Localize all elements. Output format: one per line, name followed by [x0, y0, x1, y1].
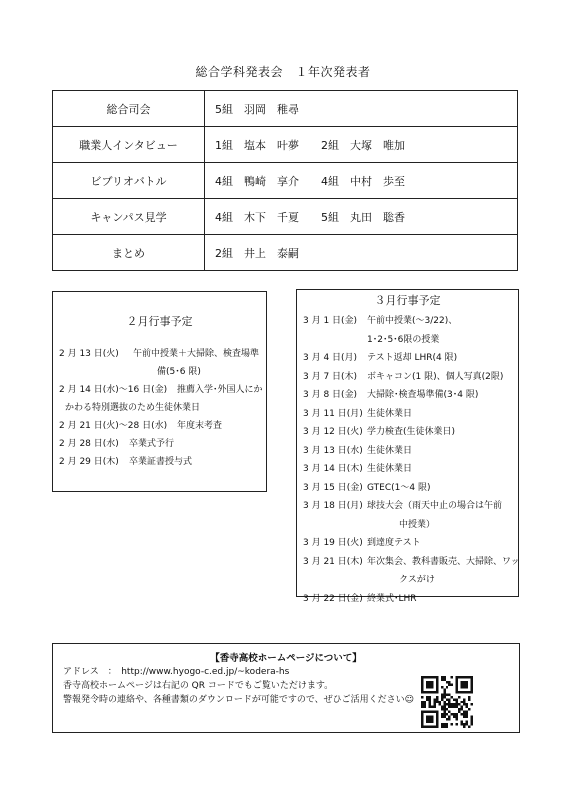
homepage-qr-note: 香寺高校ホームページは右記の QR コードでもご覧いただけます。 — [63, 681, 334, 691]
mar-event-date: 3 月 19 日(火) — [303, 538, 363, 548]
feb-event-text: 午前中授業＋大掃除、検査場準 — [133, 349, 260, 359]
mar-event-text: 球技大会（雨天中止の場合は午前 — [367, 501, 503, 511]
mar-event-continuation: クスがけ — [399, 575, 435, 585]
mar-event-date: 3 月 4 日(月) — [303, 353, 358, 363]
mar-event-date: 3 月 1 日(金) — [303, 316, 358, 326]
feb-event-continuation: 備(5･6 限) — [157, 367, 201, 377]
mar-event-date: 3 月 11 日(月) — [303, 408, 363, 419]
mar-event-continuation: 中授業） — [399, 519, 436, 530]
feb-event-date: 2 月 28 日(水) — [59, 439, 119, 449]
mar-event-text: 年次集会、教科書販売、大掃除、ワッ — [367, 556, 520, 567]
feb-event-date: 2 月 14 日(水)～16 日(金) — [59, 385, 168, 395]
february-schedule-box — [52, 291, 267, 492]
mar-event-text: 午前中授業(～3/22)、 — [367, 316, 458, 326]
mar-event-text: テスト返却 LHR(4 限) — [367, 353, 458, 363]
homepage-usage-note: 警報発令時の連絡や、各種書類のダウンロードが可能ですので、ぜひご活用ください☺ — [63, 695, 415, 705]
mar-event-continuation: 1･2･5･6限の授業 — [367, 334, 440, 345]
presenter-names: 2組 井上 泰嗣 — [205, 235, 518, 271]
mar-event-date: 3 月 15 日(金) — [303, 482, 363, 493]
qr-code-icon[interactable] — [421, 676, 473, 728]
presenter-role: ビブリオバトル — [53, 163, 205, 199]
march-schedule-box — [296, 289, 520, 604]
presenter-row — [53, 163, 518, 199]
page-title: 総合学科発表会 １年次発表者 — [195, 65, 371, 79]
mar-event-text: 学力検査(生徒休業日) — [367, 427, 456, 437]
presenters-table — [52, 90, 518, 271]
mar-event-text: ボキャコン(1 限)、個人写真(2限) — [367, 371, 504, 382]
mar-event-date: 3 月 14 日(木) — [303, 464, 363, 474]
feb-event-date: 2 月 29 日(木) — [59, 457, 119, 467]
presenter-role: キャンパス見学 — [53, 199, 205, 235]
feb-event-text: 卒業証書授与式 — [129, 457, 193, 467]
mar-event-date: 3 月 7 日(木) — [303, 371, 358, 382]
march-schedule-title: ３月行事予定 — [374, 294, 441, 307]
mar-event-date: 3 月 12 日(火) — [303, 427, 363, 437]
homepage-info-title: 【香寺高校ホームページについて】 — [210, 653, 362, 664]
mar-event-text: GTEC(1～4 限) — [367, 482, 431, 493]
mar-event-date: 3 月 21 日(木) — [303, 556, 363, 567]
presenter-row — [53, 127, 518, 163]
feb-event-text: 年度末考査 — [177, 421, 223, 431]
presenter-row — [53, 91, 518, 127]
feb-event-continuation: かわる特別選抜のため生徒休業日 — [65, 403, 201, 413]
mar-event-text: 終業式･LHR — [367, 593, 417, 604]
mar-event-date: 3 月 8 日(金) — [303, 390, 358, 400]
mar-event-text: 生徒休業日 — [367, 464, 413, 474]
mar-event-text: 生徒休業日 — [367, 408, 413, 419]
mar-event-date: 3 月 13 日(水) — [303, 445, 363, 456]
feb-event-text: 卒業式予行 — [129, 439, 175, 449]
presenter-row — [53, 199, 518, 235]
feb-event-text: 推薦入学･外国人にか — [177, 385, 263, 395]
presenter-row — [53, 235, 518, 271]
mar-event-text: 大掃除･検査場準備(3･4 限) — [367, 390, 479, 400]
mar-event-text: 到達度テスト — [367, 538, 421, 548]
feb-event-date: 2 月 13 日(火) — [59, 349, 119, 359]
presenter-names: 4組 鴨崎 享介 4組 中村 歩至 — [205, 163, 518, 199]
presenter-role: 総合司会 — [53, 91, 205, 127]
presenter-names: 4組 木下 千夏 5組 丸田 聡香 — [205, 199, 518, 235]
february-schedule-title: ２月行事予定 — [126, 315, 193, 328]
presenter-role: まとめ — [53, 235, 205, 271]
presenter-role: 職業人インタビュー — [53, 127, 205, 163]
presenter-names: 1組 塩本 叶夢 2組 大塚 唯加 — [205, 127, 518, 163]
presenter-names: 5組 羽岡 稚尋 — [205, 91, 518, 127]
feb-event-date: 2 月 21 日(火)～28 日(水) — [59, 421, 168, 431]
homepage-address: アドレス ： http://www.hyogo-c.ed.jp/~kodera-hs — [63, 667, 290, 677]
mar-event-date: 3 月 22 日(金) — [303, 593, 363, 604]
mar-event-date: 3 月 18 日(月) — [303, 501, 363, 511]
homepage-info-box — [52, 643, 520, 733]
mar-event-text: 生徒休業日 — [367, 445, 413, 456]
